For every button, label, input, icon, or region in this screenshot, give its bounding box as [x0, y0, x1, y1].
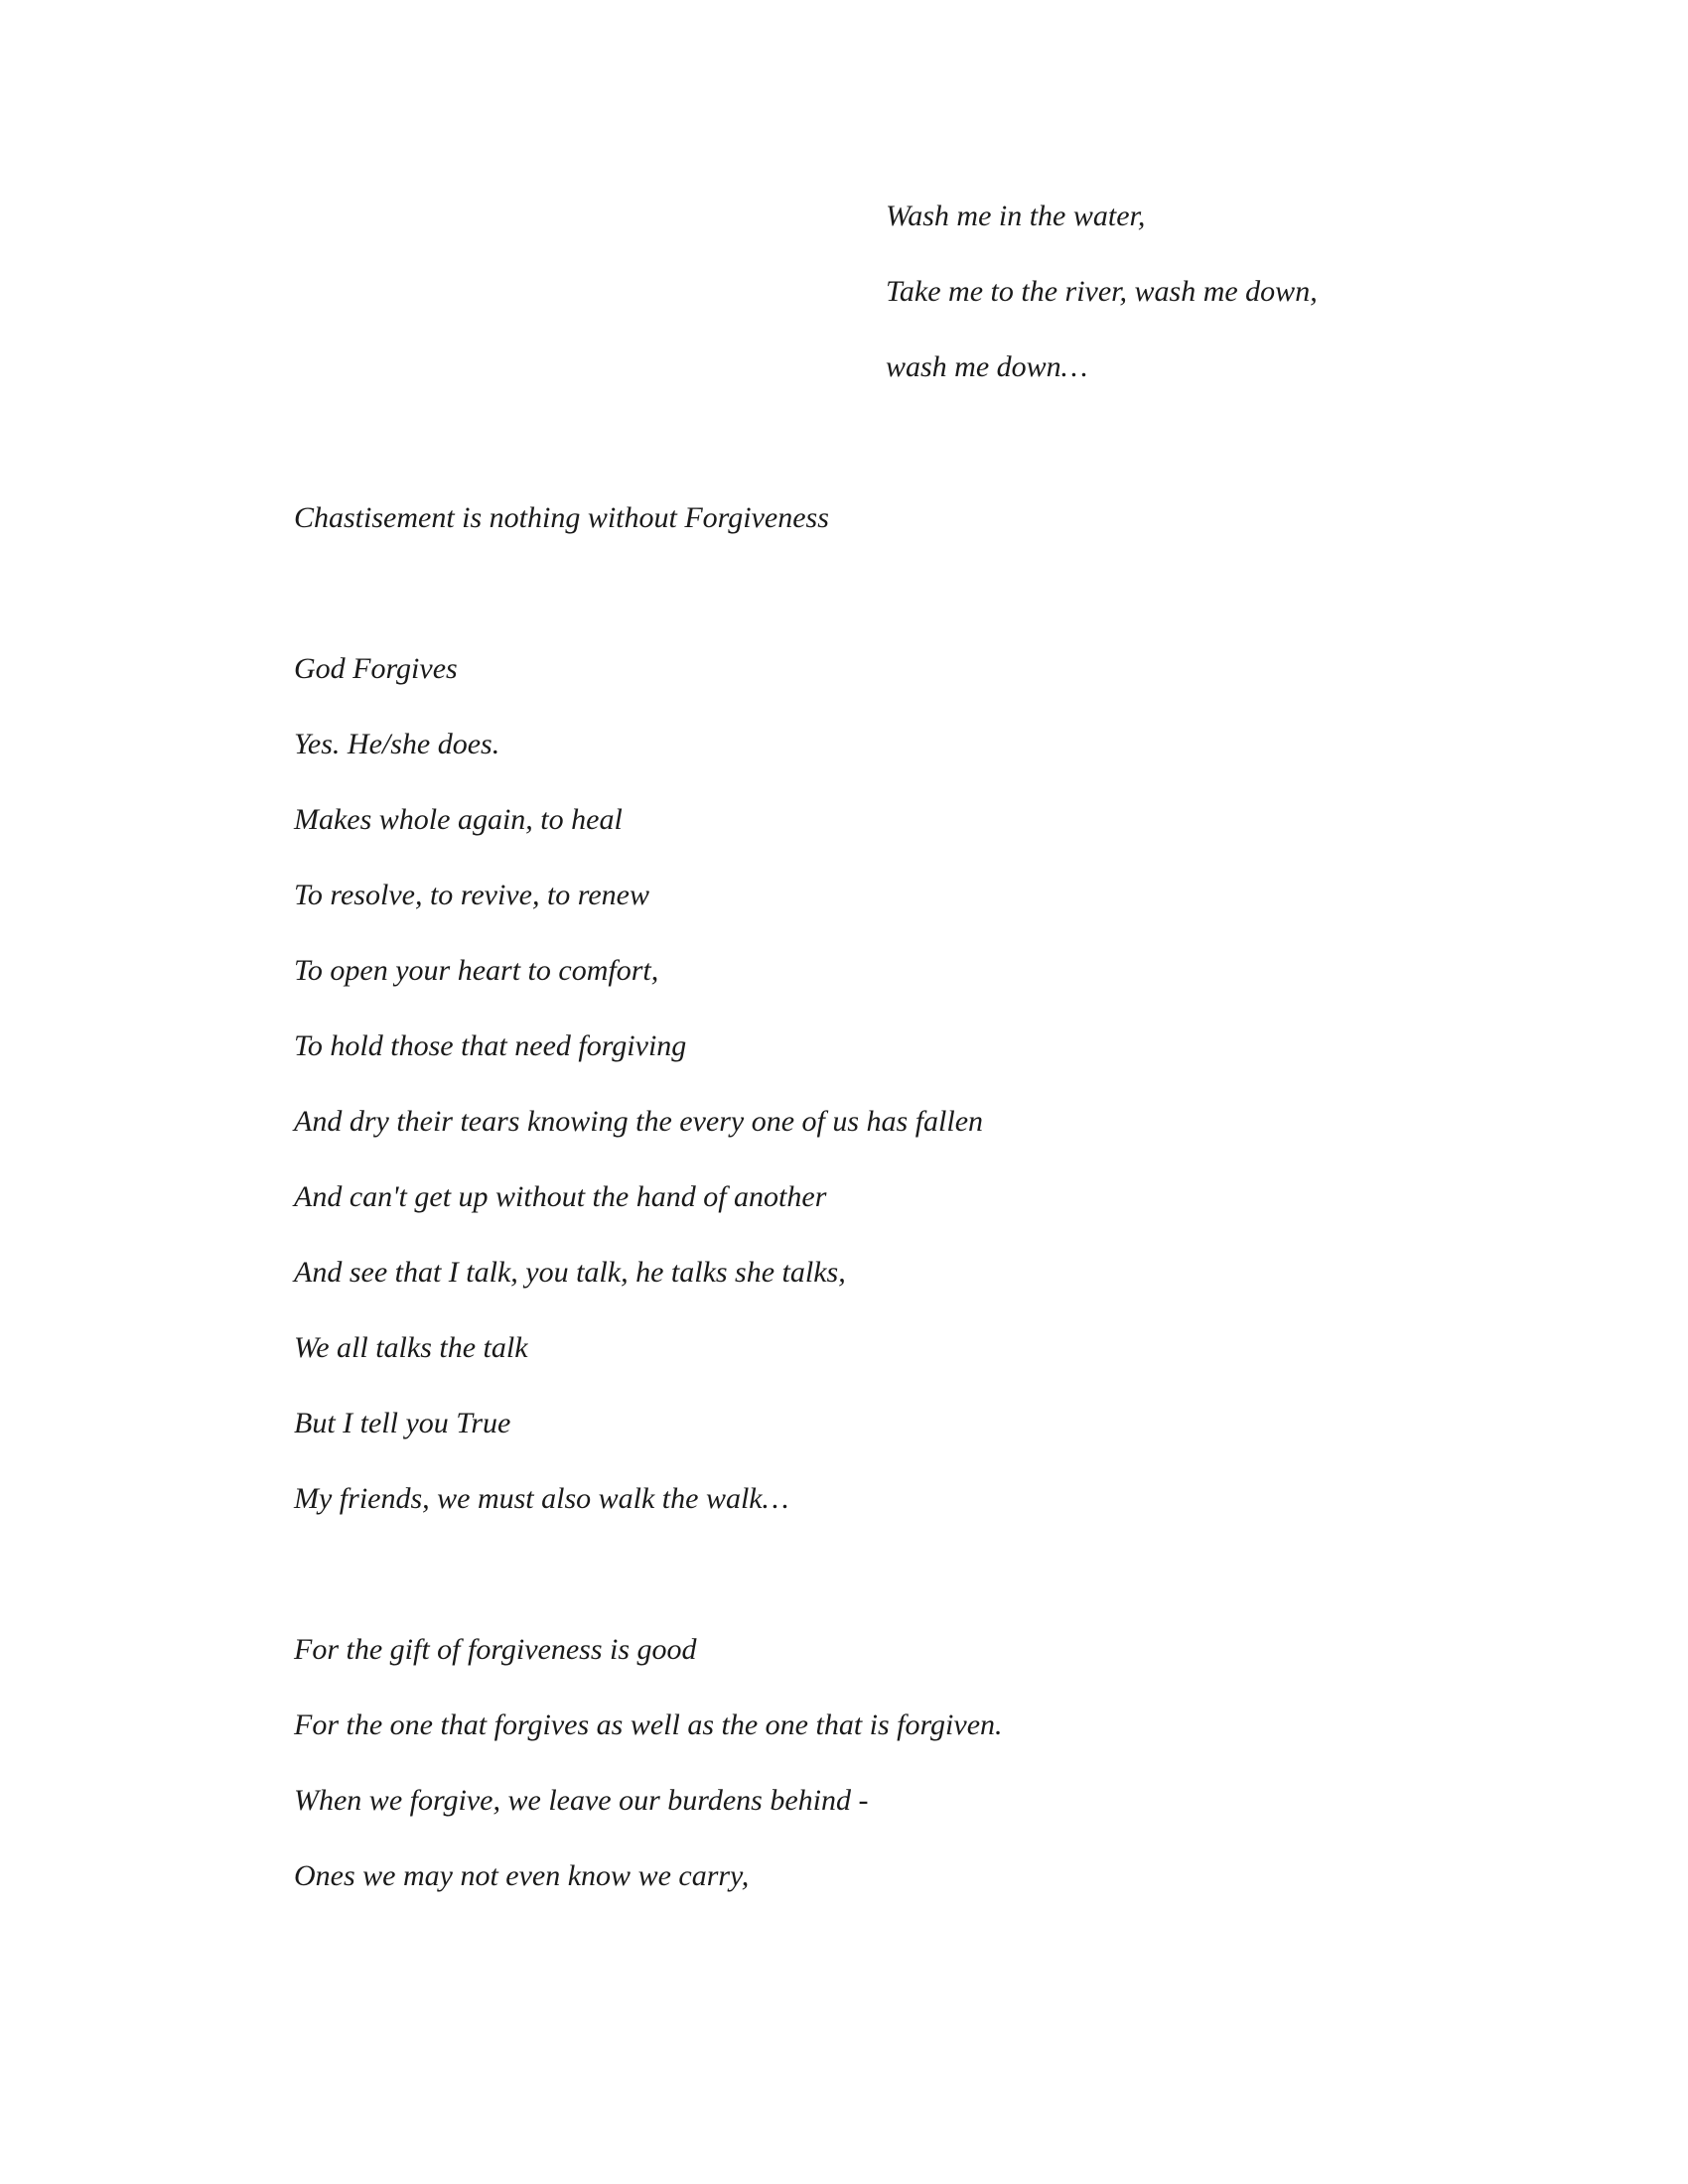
poem-line: When we forgive, we leave our burdens behind - [294, 1784, 869, 1817]
poem-line: Yes. He/she does. [294, 728, 500, 760]
poem-line: Ones we may not even know we carry, [294, 1859, 750, 1892]
poem-line: To resolve, to revive, to renew [294, 879, 649, 911]
poem-line: We all talks the talk [294, 1331, 528, 1364]
poem-line: My friends, we must also walk the walk… [294, 1482, 789, 1515]
poem-line: Makes whole again, to heal [294, 803, 623, 836]
epigraph-line: Wash me in the water, [886, 200, 1146, 232]
epigraph-line: Take me to the river, wash me down, [886, 275, 1318, 308]
poem-line: And see that I talk, you talk, he talks she talks, [294, 1256, 846, 1289]
poem-line: To hold those that need forgiving [294, 1029, 687, 1062]
poem-line: For the one that forgives as well as the one that is forgiven. [294, 1708, 1003, 1741]
poem-line: To open your heart to comfort, [294, 954, 659, 987]
poem-line: And can't get up without the hand of another [294, 1180, 827, 1213]
poem-line: But I tell you True [294, 1407, 511, 1439]
epigraph-line: wash me down… [886, 350, 1088, 383]
poem-line: God Forgives [294, 652, 458, 685]
poem-title: Chastisement is nothing without Forgiveness [294, 501, 829, 534]
poem-line: For the gift of forgiveness is good [294, 1633, 697, 1666]
poem-line: And dry their tears knowing the every one of us has fallen [294, 1105, 984, 1138]
